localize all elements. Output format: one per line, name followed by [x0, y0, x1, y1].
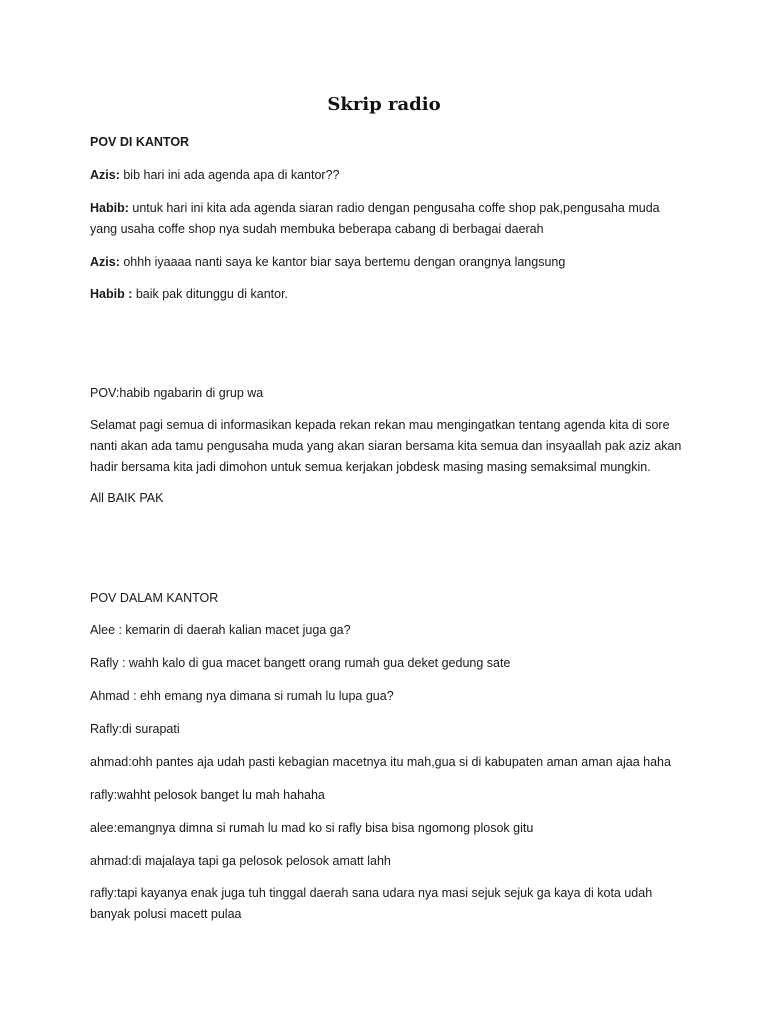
- dialogue-line: alee:emangnya dimna si rumah lu mad ko si rafly bisa bisa ngomong plosok gitu: [90, 821, 534, 835]
- dialogue-line: [90, 198, 690, 240]
- message-line: nanti akan ada tamu pengusaha muda yang akan siaran bersama kita semua dan insyaallah pak aziz akan: [90, 439, 682, 453]
- dialogue-line: Alee : kemarin di daerah kalian macet juga ga?: [90, 623, 351, 637]
- dialogue-text: rafly:tapi kayanya enak juga tuh tinggal daerah sana udara nya masi sejuk sejuk ga kaya di kota udah: [90, 886, 653, 900]
- speaker-label: Azis:: [90, 168, 120, 182]
- group-message: [90, 415, 690, 478]
- dialogue-line: rafly:wahht pelosok banget lu mah hahaha: [90, 788, 325, 802]
- dialogue-line: ahmad:di majalaya tapi ga pelosok pelosok amatt lahh: [90, 854, 391, 868]
- dialogue-line: [90, 252, 690, 273]
- document-title: Skrip radio: [327, 94, 441, 115]
- dialogue-line: Rafly:di surapati: [90, 722, 180, 736]
- section-heading-pov-grup-wa: POV:habib ngabarin di grup wa: [90, 386, 264, 400]
- speaker-label: Azis:: [90, 255, 120, 269]
- section-heading-pov-di-kantor: POV DI KANTOR: [90, 135, 190, 149]
- dialogue-line: [90, 284, 690, 305]
- speaker-label: Habib :: [90, 287, 133, 301]
- dialogue-text: untuk hari ini kita ada agenda siaran radio dengan pengusaha coffe shop pak,pengusaha muda: [128, 201, 660, 215]
- dialogue-text: ohhh iyaaaa nanti saya ke kantor biar saya bertemu dengan orangnya langsung: [119, 255, 566, 269]
- dialogue-text-continued: yang usaha coffe shop nya sudah membuka beberapa cabang di berbagai daerah: [90, 222, 544, 236]
- message-line: hadir bersama kita jadi dimohon untuk semua kerjakan jobdesk masing masing semaksimal mungkin.: [90, 460, 651, 474]
- dialogue-line: Ahmad : ehh emang nya dimana si rumah lu lupa gua?: [90, 689, 394, 703]
- dialogue-line: [90, 165, 690, 186]
- group-reply: All BAIK PAK: [90, 491, 164, 505]
- dialogue-line: ahmad:ohh pantes aja udah pasti kebagian macetnya itu mah,gua si di kabupaten aman aman ajaa haha: [90, 755, 671, 769]
- message-line: Selamat pagi semua di informasikan kepada rekan rekan mau mengingatkan tentang agenda kita di sore: [90, 418, 670, 432]
- dialogue-text-continued: banyak polusi macett pulaa: [90, 907, 242, 921]
- dialogue-line: Rafly : wahh kalo di gua macet bangett orang rumah gua deket gedung sate: [90, 656, 511, 670]
- section-heading-pov-dalam-kantor: POV DALAM KANTOR: [90, 591, 219, 605]
- dialogue-text: baik pak ditunggu di kantor.: [132, 287, 289, 301]
- dialogue-line: [90, 883, 690, 925]
- speaker-label: Habib:: [90, 201, 129, 215]
- dialogue-text: bib hari ini ada agenda apa di kantor??: [119, 168, 340, 182]
